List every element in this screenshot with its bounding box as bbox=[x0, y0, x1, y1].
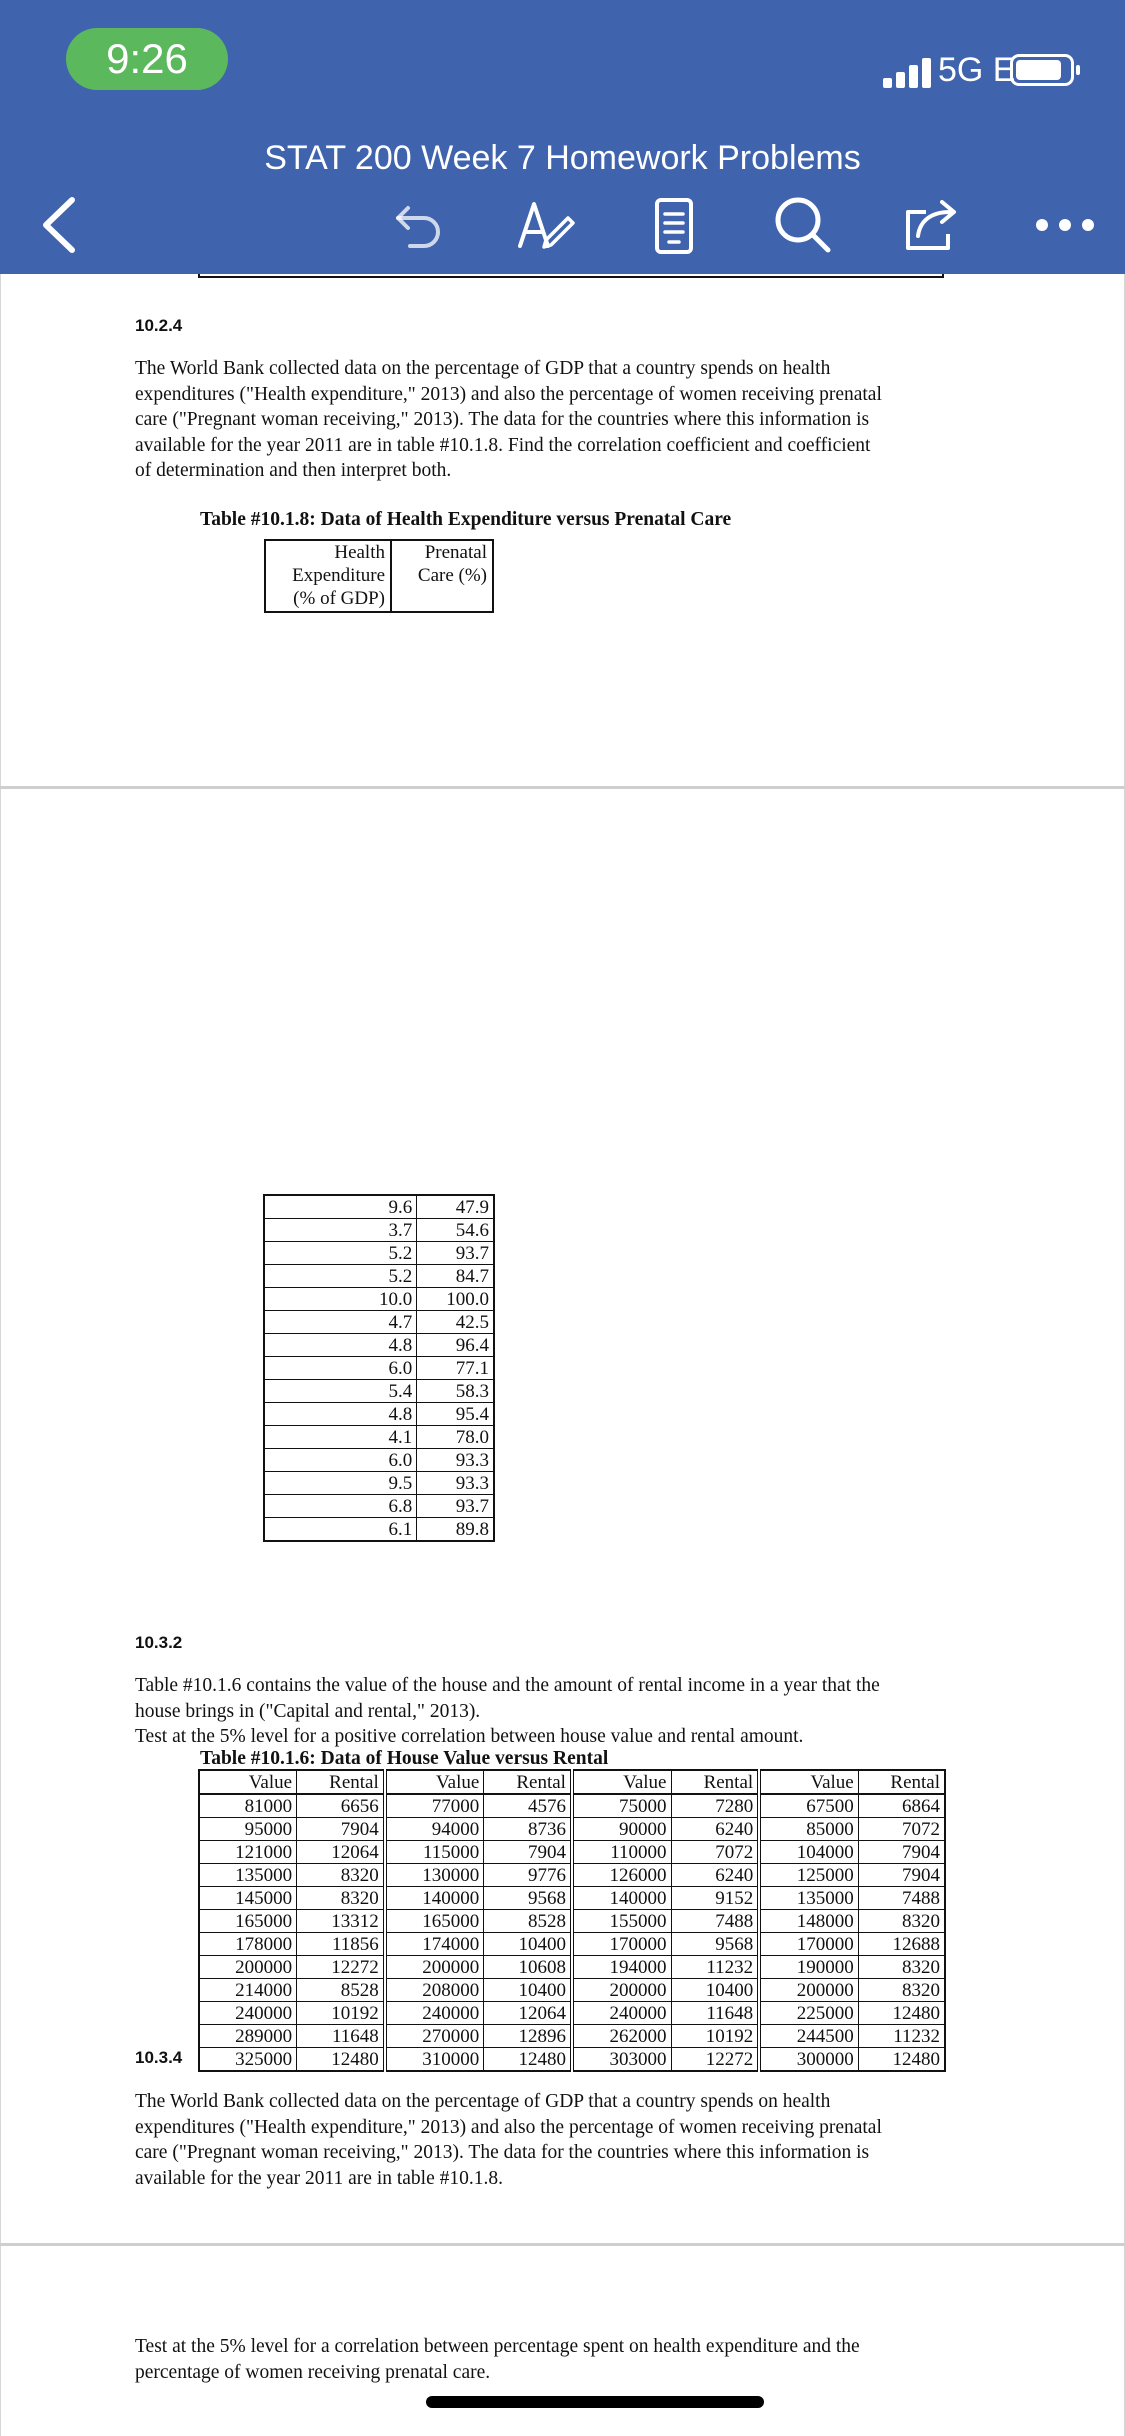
table-cell: 8528 bbox=[484, 1910, 572, 1933]
table-cell: 12064 bbox=[297, 1841, 385, 1864]
table-cell: 12480 bbox=[858, 2002, 945, 2025]
table-cell: 5.2 bbox=[264, 1265, 417, 1288]
pdf-page bbox=[0, 789, 1125, 2436]
table-row bbox=[264, 1357, 494, 1380]
table-caption-10-1-8: Table #10.1.8: Data of Health Expenditure versus Prenatal Care bbox=[200, 509, 732, 530]
table-cell: 7072 bbox=[671, 1841, 759, 1864]
table-cell: 7904 bbox=[484, 1841, 572, 1864]
table-row bbox=[199, 2002, 945, 2025]
table-row bbox=[264, 1311, 494, 1334]
table-cell: 6.0 bbox=[264, 1357, 417, 1380]
table-cell: 115000 bbox=[385, 1841, 484, 1864]
table-cell: 77000 bbox=[385, 1794, 484, 1818]
table-row bbox=[264, 1195, 494, 1219]
table-cell: 270000 bbox=[385, 2025, 484, 2048]
table-row bbox=[264, 1495, 494, 1518]
table-cell: 7904 bbox=[858, 1864, 945, 1887]
table-cell: 8320 bbox=[858, 1910, 945, 1933]
battery-icon bbox=[1010, 54, 1074, 86]
table-cell: 310000 bbox=[385, 2048, 484, 2072]
table-row bbox=[264, 1288, 494, 1311]
table-cell: 6864 bbox=[858, 1794, 945, 1818]
table-cell: 190000 bbox=[759, 1956, 858, 1979]
table-cell: 9.5 bbox=[264, 1472, 417, 1495]
table-cell: 78.0 bbox=[417, 1426, 494, 1449]
table-cell: 178000 bbox=[199, 1933, 297, 1956]
table-cell: 8528 bbox=[297, 1979, 385, 2002]
table-cell: 93.7 bbox=[417, 1242, 494, 1265]
table-cell: 170000 bbox=[572, 1933, 671, 1956]
table-cell: 289000 bbox=[199, 2025, 297, 2048]
table-cell: 165000 bbox=[199, 1910, 297, 1933]
table-cell: 7904 bbox=[858, 1841, 945, 1864]
table-cell: 13312 bbox=[297, 1910, 385, 1933]
table-cell: 8320 bbox=[858, 1956, 945, 1979]
table-header-cell: Rental bbox=[858, 1770, 945, 1794]
table-header-cell: Value bbox=[385, 1770, 484, 1794]
table-cell: 10400 bbox=[671, 1979, 759, 2002]
table-cell: 4.8 bbox=[264, 1334, 417, 1357]
table-row bbox=[199, 1979, 945, 2002]
table-cell: 12480 bbox=[858, 2048, 945, 2072]
table-row bbox=[264, 1403, 494, 1426]
table-cell: 85000 bbox=[759, 1818, 858, 1841]
table-cell: 140000 bbox=[572, 1887, 671, 1910]
table-cell: 84.7 bbox=[417, 1265, 494, 1288]
status-time: 9:26 bbox=[66, 28, 228, 90]
table-cell: 240000 bbox=[199, 2002, 297, 2025]
table-cell: 81000 bbox=[199, 1794, 297, 1818]
pdf-page bbox=[0, 274, 1125, 786]
document-title: STAT 200 Week 7 Homework Problems bbox=[264, 139, 861, 177]
table-row bbox=[264, 1334, 494, 1357]
search-icon[interactable] bbox=[768, 190, 838, 260]
table-cell: 9776 bbox=[484, 1864, 572, 1887]
table-cell: 12272 bbox=[297, 1956, 385, 1979]
table-cell: 214000 bbox=[199, 1979, 297, 2002]
table-row bbox=[199, 1887, 945, 1910]
table-cell: 6240 bbox=[671, 1818, 759, 1841]
table-header-cell: Value bbox=[759, 1770, 858, 1794]
table-cell: 170000 bbox=[759, 1933, 858, 1956]
table-cell: 94000 bbox=[385, 1818, 484, 1841]
table-cell: 6656 bbox=[297, 1794, 385, 1818]
table-cell: 75000 bbox=[572, 1794, 671, 1818]
table-cell: 10608 bbox=[484, 1956, 572, 1979]
table-cell: 4.8 bbox=[264, 1403, 417, 1426]
back-chevron-icon[interactable] bbox=[26, 190, 96, 260]
table-cell: 7280 bbox=[671, 1794, 759, 1818]
house-value-table bbox=[198, 1769, 946, 2072]
table-cell: 325000 bbox=[199, 2048, 297, 2072]
problem-text-10-3-4: The World Bank collected data on the percentage of GDP that a country spends on health expenditures ("Health expenditure," 2013) and also the percentage of women receiving prenatal care ("Pregnant woman receiving," 2013). The data for the countries where this information is available for the year 2011 are in table #10.1.8. bbox=[135, 2091, 882, 2189]
table-cell: 3.7 bbox=[264, 1219, 417, 1242]
table-cell: 9.6 bbox=[264, 1195, 417, 1219]
table-cell: 12896 bbox=[484, 2025, 572, 2048]
signal-strength-icon bbox=[883, 54, 939, 88]
table-cell: 9568 bbox=[671, 1933, 759, 1956]
table-row bbox=[264, 1380, 494, 1403]
table-cell: 89.8 bbox=[417, 1518, 494, 1542]
table-cell: 58.3 bbox=[417, 1380, 494, 1403]
table-cell: 6.1 bbox=[264, 1518, 417, 1542]
table-row bbox=[264, 1265, 494, 1288]
table-cell: 12272 bbox=[671, 2048, 759, 2072]
table-cell: 4.7 bbox=[264, 1311, 417, 1334]
table-caption-10-1-6: Table #10.1.6: Data of House Value versus Rental bbox=[200, 1748, 609, 1769]
table-header-cell: Rental bbox=[297, 1770, 385, 1794]
problem-text-10-3-4-continued: Test at the 5% level for a correlation between percentage spent on health expenditure and the percentage of women receiving prenatal care. bbox=[135, 2336, 860, 2383]
table-cell: 145000 bbox=[199, 1887, 297, 1910]
table-header-cell: Rental bbox=[671, 1770, 759, 1794]
table-cell: 121000 bbox=[199, 1841, 297, 1864]
network-type: 5G E bbox=[938, 51, 1016, 89]
table-header-cell: Rental bbox=[484, 1770, 572, 1794]
table-cell: 125000 bbox=[759, 1864, 858, 1887]
table-cell: 200000 bbox=[759, 1979, 858, 2002]
table-cell: 5.2 bbox=[264, 1242, 417, 1265]
table-cell: 100.0 bbox=[417, 1288, 494, 1311]
table-cell: 90000 bbox=[572, 1818, 671, 1841]
table-cell: 10.0 bbox=[264, 1288, 417, 1311]
table-row bbox=[199, 1864, 945, 1887]
table-cell: 8320 bbox=[858, 1979, 945, 2002]
table-row bbox=[199, 2025, 945, 2048]
table-row bbox=[264, 1219, 494, 1242]
table-cell: 77.1 bbox=[417, 1357, 494, 1380]
table-row bbox=[199, 1933, 945, 1956]
table-cell: 165000 bbox=[385, 1910, 484, 1933]
table-cell: 93.3 bbox=[417, 1472, 494, 1495]
problem-text-10-3-2: Table #10.1.6 contains the value of the house and the amount of rental income in a year that the house brings in ("Capital and rental," 2013). Test at the 5% level for a positive correlation between house value and rental amount. bbox=[135, 1675, 880, 1747]
table-cell: 47.9 bbox=[417, 1195, 494, 1219]
table-cell: 11232 bbox=[671, 1956, 759, 1979]
table-cell: 11856 bbox=[297, 1933, 385, 1956]
table-cell: 300000 bbox=[759, 2048, 858, 2072]
undo-icon[interactable] bbox=[382, 190, 452, 260]
table-row bbox=[264, 1518, 494, 1542]
table-cell: 110000 bbox=[572, 1841, 671, 1864]
table-cell: 11648 bbox=[671, 2002, 759, 2025]
table-cell: 126000 bbox=[572, 1864, 671, 1887]
share-icon[interactable] bbox=[896, 190, 966, 260]
table-row bbox=[199, 1794, 945, 1818]
table-row bbox=[199, 1910, 945, 1933]
problem-heading-10-3-4: 10.3.4 bbox=[135, 2048, 183, 2067]
table-cell: 140000 bbox=[385, 1887, 484, 1910]
table-cell: 11232 bbox=[858, 2025, 945, 2048]
table-cell: 240000 bbox=[572, 2002, 671, 2025]
table-cell: 244500 bbox=[759, 2025, 858, 2048]
table-cell: 7072 bbox=[858, 1818, 945, 1841]
table-cell: 7488 bbox=[858, 1887, 945, 1910]
home-indicator bbox=[426, 2396, 764, 2408]
app-header bbox=[0, 0, 1125, 274]
table-cell: 303000 bbox=[572, 2048, 671, 2072]
table-cell: 12064 bbox=[484, 2002, 572, 2025]
clipped-table-edge bbox=[198, 274, 944, 278]
table-cell: 10192 bbox=[671, 2025, 759, 2048]
table-cell: 12688 bbox=[858, 1933, 945, 1956]
table-cell: 8320 bbox=[297, 1887, 385, 1910]
table-cell: 12480 bbox=[297, 2048, 385, 2072]
more-icon[interactable] bbox=[1030, 190, 1100, 260]
table-cell: 67500 bbox=[759, 1794, 858, 1818]
table-cell: 200000 bbox=[385, 1956, 484, 1979]
table-row bbox=[264, 1426, 494, 1449]
table-cell: 12480 bbox=[484, 2048, 572, 2072]
table-cell: 5.4 bbox=[264, 1380, 417, 1403]
table-cell: 240000 bbox=[385, 2002, 484, 2025]
table-cell: 104000 bbox=[759, 1841, 858, 1864]
table-cell: 4.1 bbox=[264, 1426, 417, 1449]
table-cell: 11648 bbox=[297, 2025, 385, 2048]
table-cell: 10192 bbox=[297, 2002, 385, 2025]
problem-text-10-2-4: The World Bank collected data on the percentage of GDP that a country spends on health expenditures ("Health expenditure," 2013) and also the percentage of women receiving prenatal care ("Pregnant woman receiving," 2013). The data for the countries where this information is available for the year 2011 are in table #10.1.8. Find the correlation coefficient and coefficient of determination and then interpret both. bbox=[135, 358, 882, 481]
page-view-icon[interactable] bbox=[639, 190, 709, 260]
table-cell: 135000 bbox=[199, 1864, 297, 1887]
table-cell: 200000 bbox=[199, 1956, 297, 1979]
health-data-table bbox=[263, 1194, 495, 1542]
table-cell: 6.8 bbox=[264, 1495, 417, 1518]
table-cell: 225000 bbox=[759, 2002, 858, 2025]
table-cell: 200000 bbox=[572, 1979, 671, 2002]
table-cell: 148000 bbox=[759, 1910, 858, 1933]
table-cell: 130000 bbox=[385, 1864, 484, 1887]
table-row bbox=[264, 1242, 494, 1265]
table-header-cell: Value bbox=[199, 1770, 297, 1794]
table-cell: 4576 bbox=[484, 1794, 572, 1818]
problem-heading-10-2-4: 10.2.4 bbox=[135, 316, 183, 335]
table-cell: 174000 bbox=[385, 1933, 484, 1956]
table-header-cell: Value bbox=[572, 1770, 671, 1794]
table-cell: 8736 bbox=[484, 1818, 572, 1841]
table-cell: 262000 bbox=[572, 2025, 671, 2048]
table-cell: 6.0 bbox=[264, 1449, 417, 1472]
table-cell: 9568 bbox=[484, 1887, 572, 1910]
table-cell: 7488 bbox=[671, 1910, 759, 1933]
table-cell: 93.3 bbox=[417, 1449, 494, 1472]
table-row bbox=[264, 1472, 494, 1495]
table-row bbox=[199, 1841, 945, 1864]
table-cell: 155000 bbox=[572, 1910, 671, 1933]
table-cell: 10400 bbox=[484, 1979, 572, 2002]
table-cell: 95.4 bbox=[417, 1403, 494, 1426]
problem-heading-10-3-2: 10.3.2 bbox=[135, 1633, 183, 1652]
pdf-viewer[interactable] bbox=[0, 274, 1125, 2436]
table-cell: 194000 bbox=[572, 1956, 671, 1979]
table-cell: 42.5 bbox=[417, 1311, 494, 1334]
table-cell: 9152 bbox=[671, 1887, 759, 1910]
table-cell: 93.7 bbox=[417, 1495, 494, 1518]
table-cell: 6240 bbox=[671, 1864, 759, 1887]
table-cell: 8320 bbox=[297, 1864, 385, 1887]
table-cell: 208000 bbox=[385, 1979, 484, 2002]
table-row bbox=[264, 1449, 494, 1472]
health-table-header: Health Expenditure (% of GDP) Prenatal Care (%) bbox=[264, 539, 494, 613]
table-cell: 96.4 bbox=[417, 1334, 494, 1357]
table-cell: 54.6 bbox=[417, 1219, 494, 1242]
table-row bbox=[199, 2048, 945, 2072]
table-cell: 10400 bbox=[484, 1933, 572, 1956]
table-row bbox=[199, 1818, 945, 1841]
markup-pen-icon[interactable] bbox=[510, 190, 580, 260]
table-row bbox=[199, 1956, 945, 1979]
table-cell: 135000 bbox=[759, 1887, 858, 1910]
table-cell: 95000 bbox=[199, 1818, 297, 1841]
table-cell: 7904 bbox=[297, 1818, 385, 1841]
